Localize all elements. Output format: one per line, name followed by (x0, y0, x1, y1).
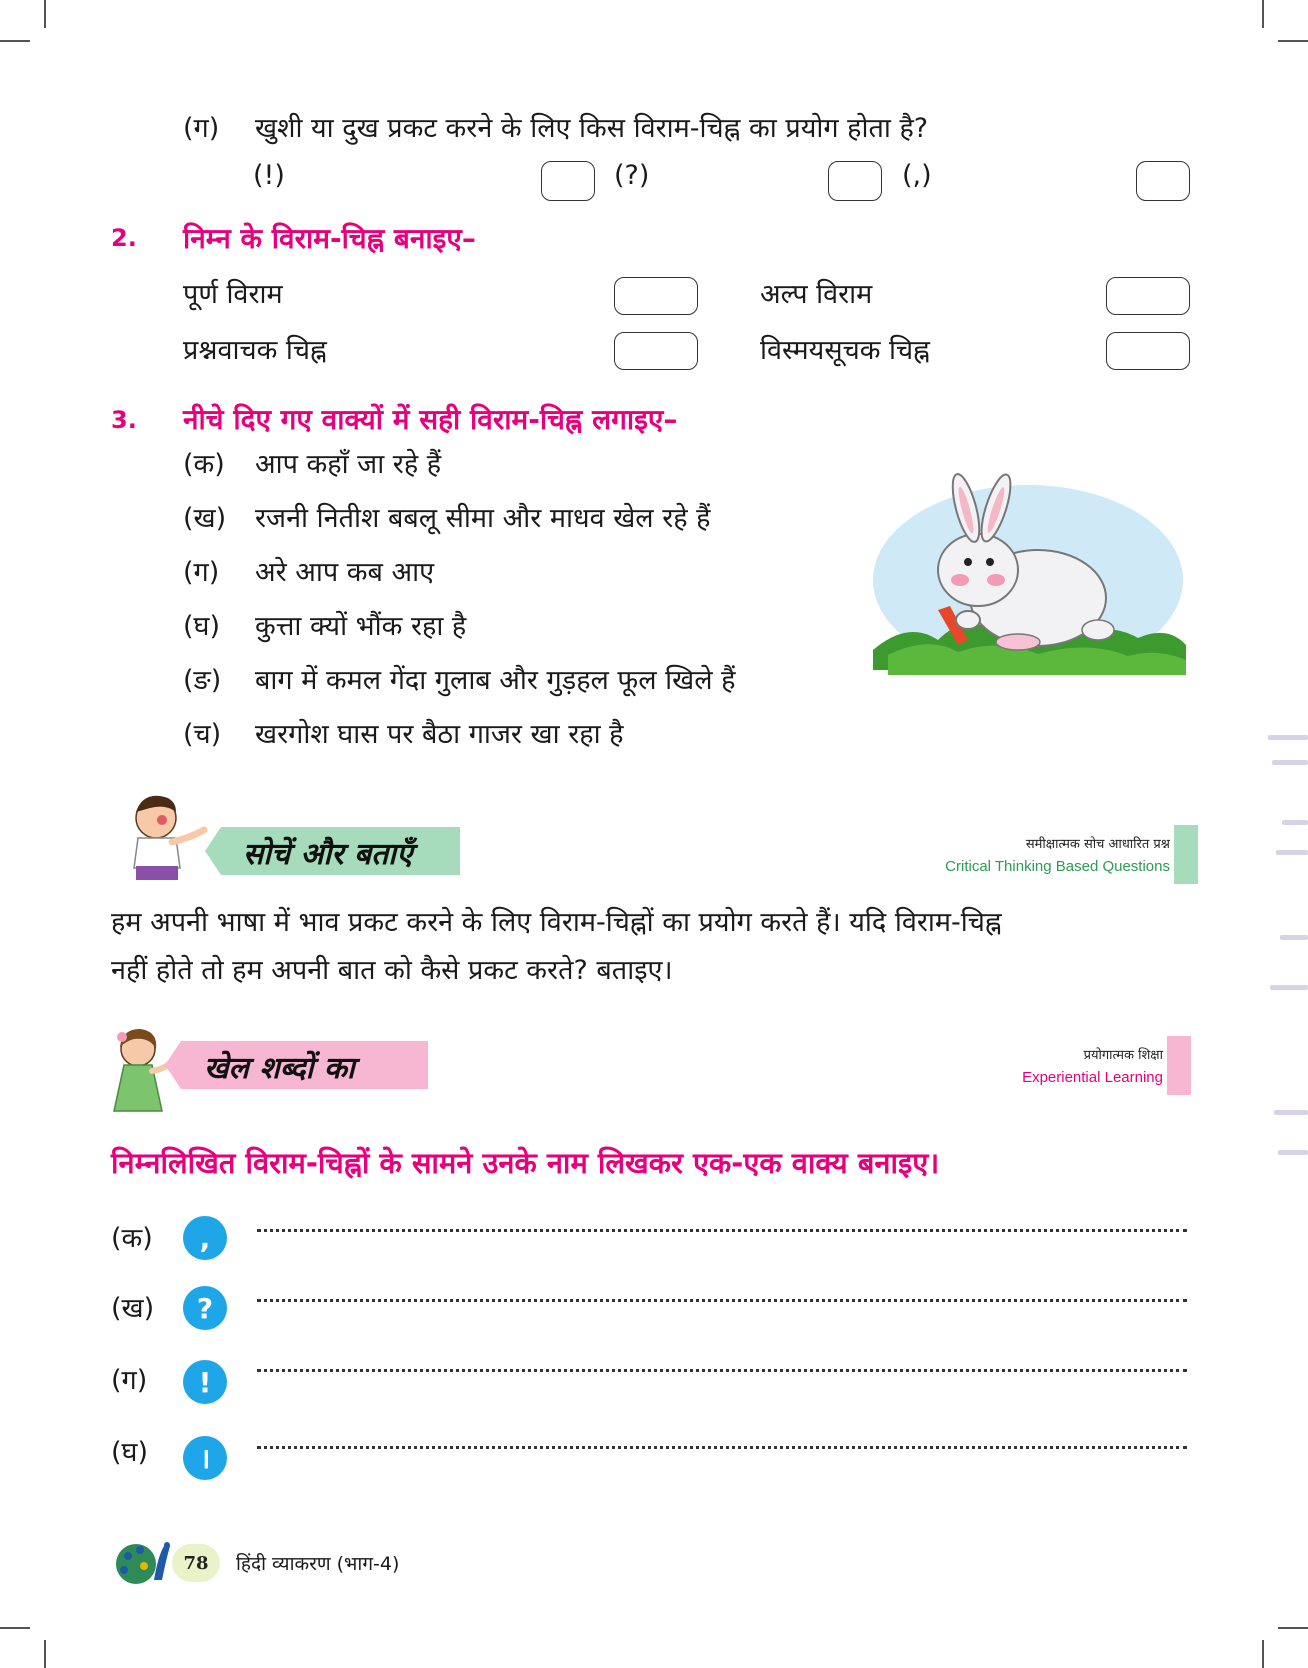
side-decoration (1278, 1150, 1308, 1155)
comma-symbol: , (183, 1216, 227, 1260)
q1g-answer-box-2[interactable] (828, 161, 882, 201)
q1g-option-3: (,) (902, 160, 932, 191)
q2-answer-box-3[interactable] (614, 332, 698, 370)
full-stop-symbol: । (183, 1436, 227, 1480)
game-item-label: (क) (111, 1223, 153, 1254)
book-title: हिंदी व्याकरण (भाग-4) (236, 1553, 400, 1575)
game-side-bar (1167, 1036, 1191, 1095)
q2-number: 2. (111, 224, 137, 252)
think-paragraph-line-2: नहीं होते तो हम अपनी बात को कैसे प्रकट करते? बताइए। (111, 955, 673, 986)
q3-item-text: कुत्ता क्यों भौंक रहा है (255, 611, 467, 642)
q3-item-label: (ग) (183, 557, 220, 588)
q1g-label: (ग) (183, 113, 220, 144)
crop-mark (1262, 1640, 1264, 1668)
question-mark-symbol: ? (183, 1286, 227, 1330)
game-label-hindi: प्रयोगात्मक शिक्षा (1083, 1048, 1163, 1063)
game-side-label (1022, 1045, 1163, 1086)
boy-illustration (120, 790, 215, 885)
q1g-answer-box-1[interactable] (541, 161, 595, 201)
crop-mark (1278, 40, 1308, 42)
side-decoration (1282, 820, 1308, 825)
q2-answer-box-4[interactable] (1106, 332, 1190, 370)
side-decoration (1268, 735, 1308, 740)
q3-item-text: रजनी नितीश बबलू सीमा और माधव खेल रहे हैं (255, 503, 711, 534)
girl-illustration (108, 1025, 178, 1120)
q3-item-text: खरगोश घास पर बैठा गाजर खा रहा है (255, 719, 624, 750)
crop-mark (1278, 1627, 1308, 1629)
side-decoration (1272, 760, 1308, 765)
q1g-answer-box-3[interactable] (1136, 161, 1190, 201)
answer-line[interactable] (257, 1299, 1187, 1302)
q3-item-text: अरे आप कब आए (255, 557, 435, 588)
crop-mark (44, 1640, 46, 1668)
game-item-label: (घ) (111, 1437, 149, 1468)
q3-item-label: (ख) (183, 503, 227, 534)
q2-heading: निम्न के विराम-चिह्न बनाइए– (183, 222, 476, 255)
rabbit-illustration (868, 470, 1188, 680)
crop-mark (0, 1627, 30, 1629)
q3-item-label: (ङ) (183, 665, 222, 696)
game-item-label: (ख) (111, 1293, 155, 1324)
answer-line[interactable] (257, 1446, 1187, 1449)
q3-item-label: (घ) (183, 611, 221, 642)
page-number-pill (172, 1544, 220, 1582)
q2-item-4: विस्मयसूचक चिह्न (760, 335, 930, 366)
game-label-english: Experiential Learning (1022, 1069, 1163, 1086)
q2-answer-box-1[interactable] (614, 277, 698, 315)
q3-item-label: (क) (183, 449, 225, 480)
side-decoration (1270, 985, 1308, 990)
q1g-question: खुशी या दुख प्रकट करने के लिए किस विराम-चिह्न का प्रयोग होता है? (255, 113, 929, 144)
q3-item-text: बाग में कमल गेंदा गुलाब और गुड़हल फूल खिले हैं (255, 665, 736, 696)
side-decoration (1280, 935, 1308, 940)
crop-mark (0, 40, 30, 42)
think-banner-text: सोचें और बताएँ (243, 837, 413, 872)
page-number: 78 (183, 1552, 209, 1574)
crop-mark (44, 0, 46, 28)
answer-line[interactable] (257, 1369, 1187, 1372)
answer-line[interactable] (257, 1229, 1187, 1232)
side-decoration (1274, 1110, 1308, 1115)
q2-answer-box-2[interactable] (1106, 277, 1190, 315)
think-side-label (945, 834, 1170, 875)
peacock-icon (114, 1536, 176, 1588)
q2-item-2: अल्प विराम (760, 279, 873, 310)
q1g-option-2: (?) (614, 160, 650, 191)
q3-number: 3. (111, 406, 137, 434)
game-item-label: (ग) (111, 1365, 148, 1396)
crop-mark (1262, 0, 1264, 28)
side-decoration (1276, 850, 1308, 855)
q2-item-1: पूर्ण विराम (183, 279, 283, 310)
think-label-hindi: समीक्षात्मक सोच आधारित प्रश्न (1025, 837, 1170, 852)
q1g-option-1: (!) (253, 160, 285, 191)
think-label-english: Critical Thinking Based Questions (945, 858, 1170, 875)
q2-item-3: प्रश्नवाचक चिह्न (183, 335, 327, 366)
think-paragraph-line-1: हम अपनी भाषा में भाव प्रकट करने के लिए विराम-चिह्नों का प्रयोग करते हैं। यदि विराम-चिह्न (111, 907, 1002, 938)
q3-item-label: (च) (183, 719, 222, 750)
q3-item-text: आप कहाँ जा रहे हैं (255, 449, 442, 480)
think-side-bar (1174, 825, 1198, 884)
game-heading: निम्नलिखित विराम-चिह्नों के सामने उनके नाम लिखकर एक-एक वाक्य बनाइए। (111, 1146, 940, 1180)
exclamation-symbol: ! (183, 1360, 227, 1404)
q3-heading: नीचे दिए गए वाक्यों में सही विराम-चिह्न लगाइए– (183, 403, 678, 436)
game-banner-text: खेल शब्दों का (204, 1051, 355, 1086)
